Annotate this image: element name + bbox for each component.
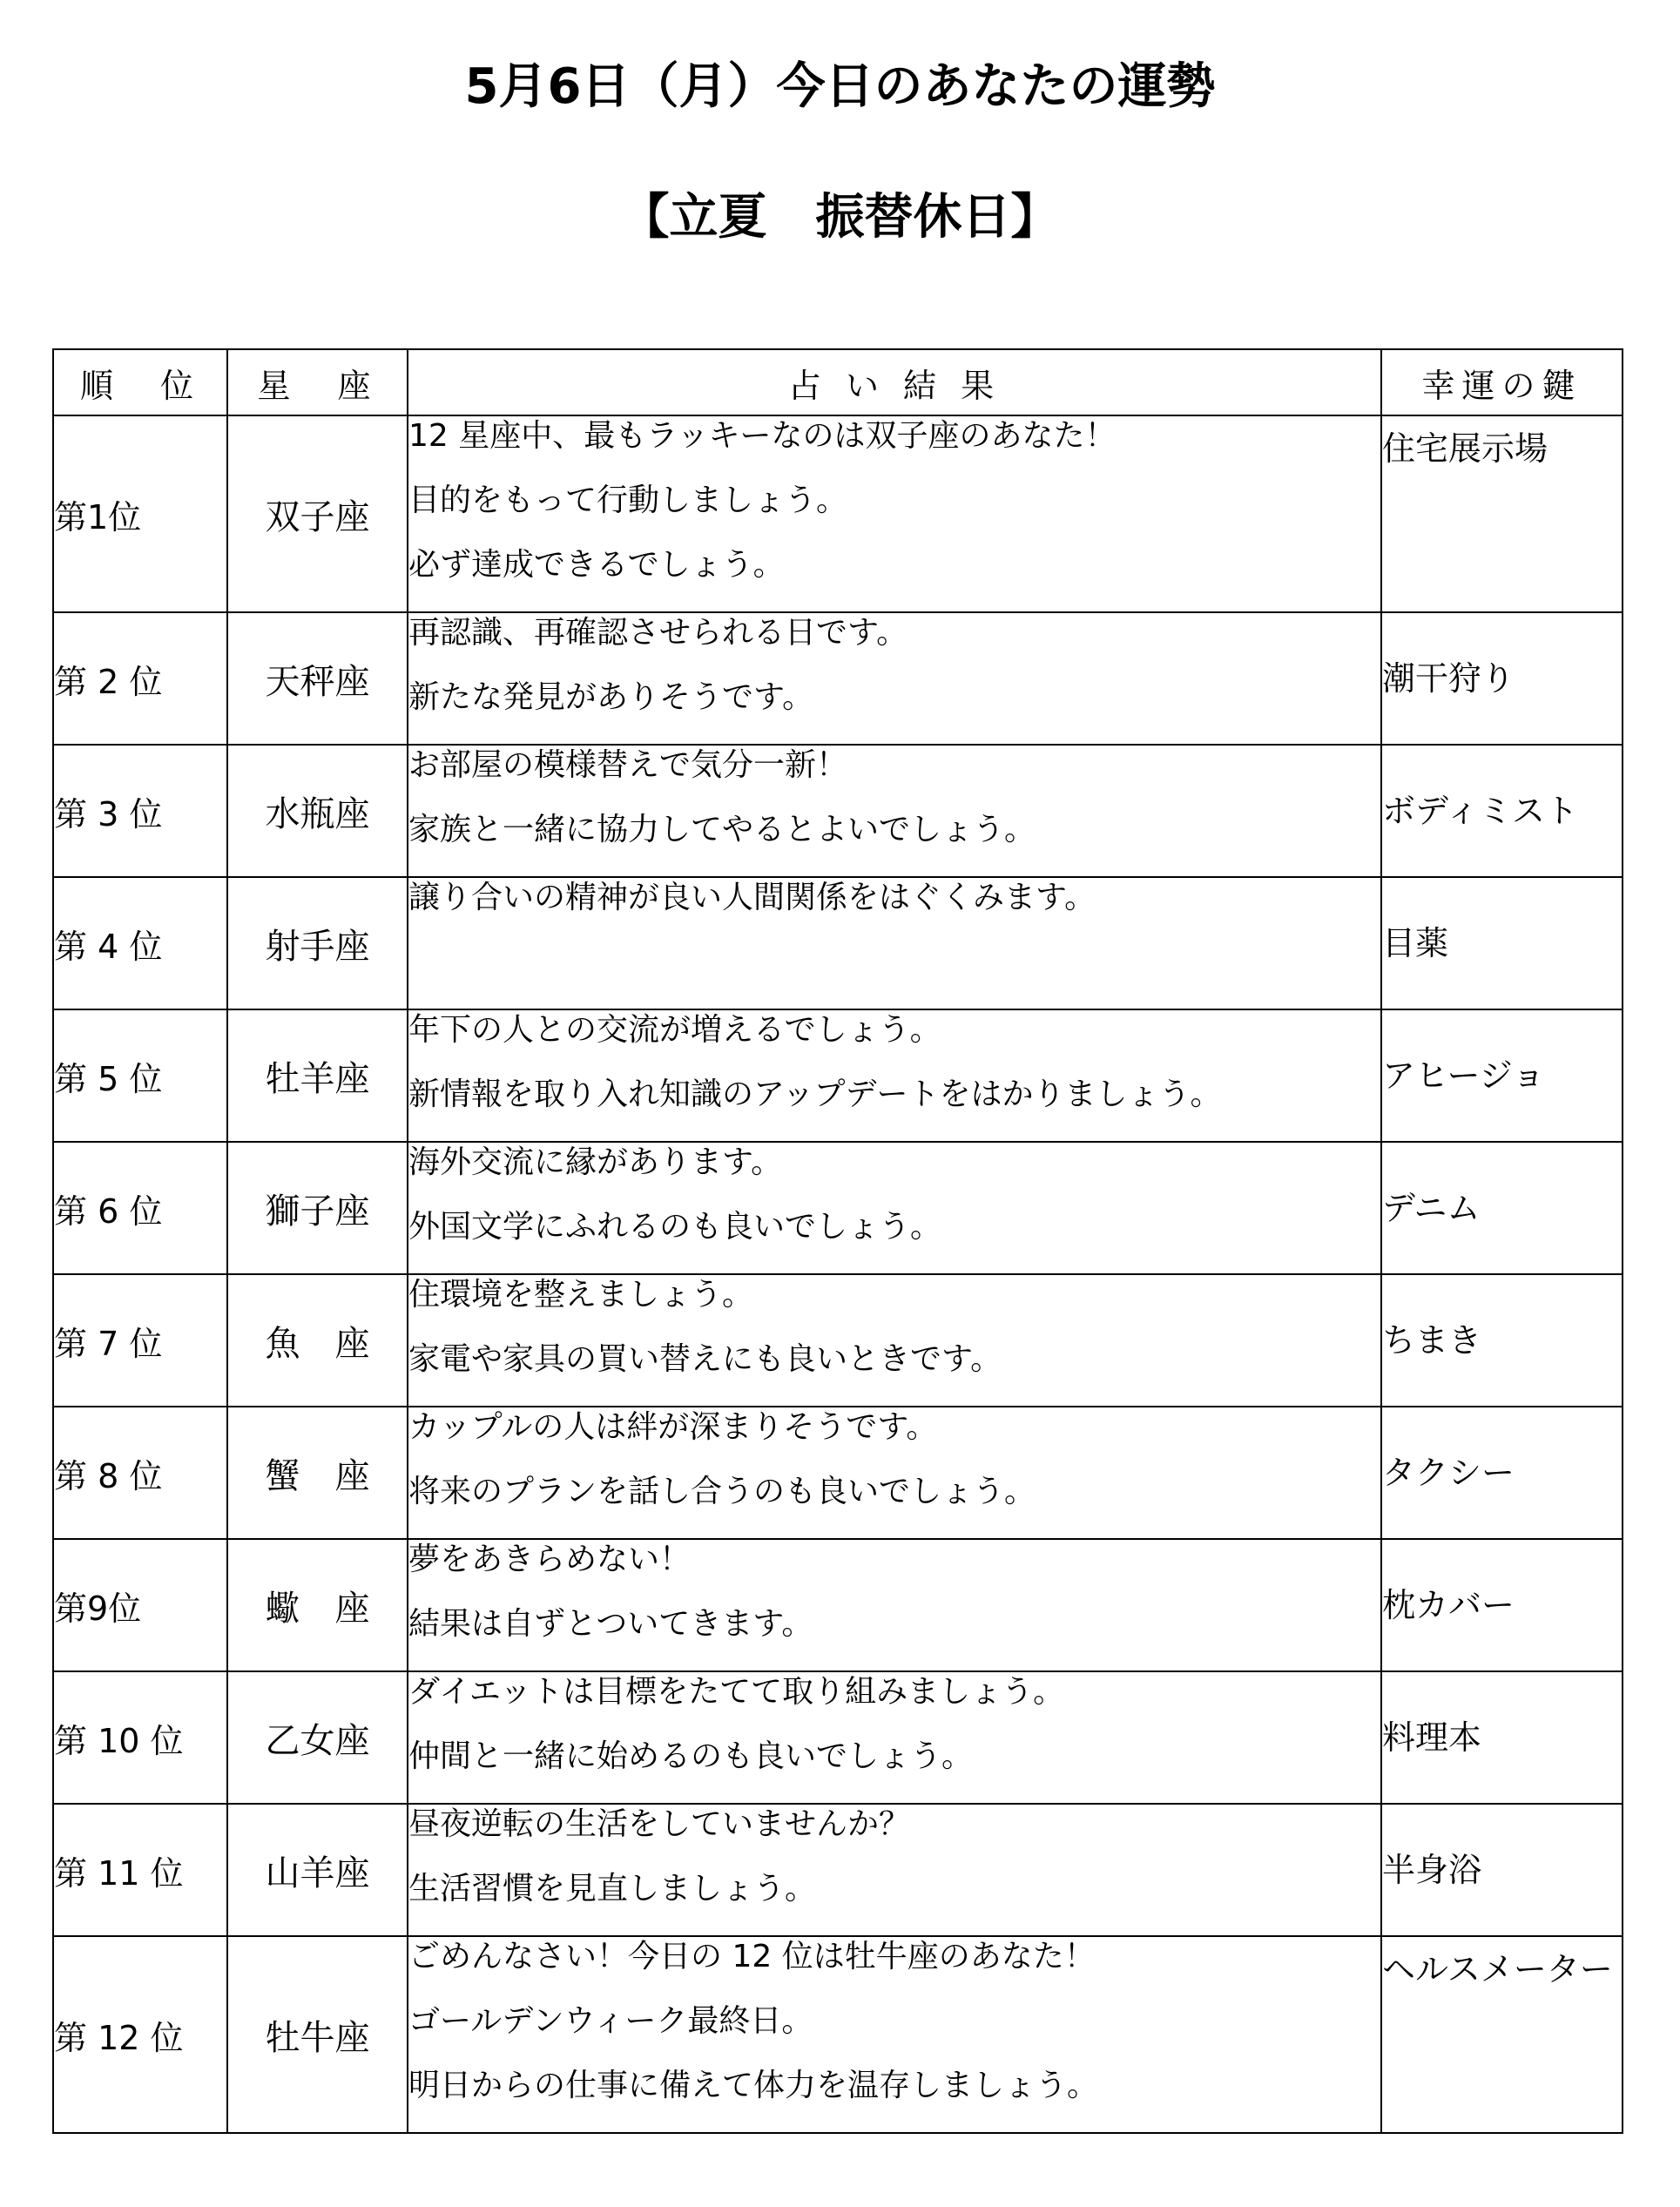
fortune-table <box>52 348 1623 2134</box>
result-line: 目的をもって行動しましょう。 <box>408 483 848 518</box>
lucky-key-cell: ちまき <box>1381 1274 1623 1407</box>
lucky-key-cell: ボディミスト <box>1381 745 1623 877</box>
table-row <box>53 877 1623 1009</box>
result-line: 明日からの仕事に備えて体力を温存しましょう。 <box>408 2068 1099 2103</box>
result-cell <box>408 745 1381 877</box>
result-line: 新情報を取り入れ知識のアップデートをはかりましょう。 <box>408 1077 1222 1112</box>
result-line: 外国文学にふれるのも良いでしょう。 <box>408 1209 942 1245</box>
result-line: 譲り合いの精神が良い人間関係をはぐくみます。 <box>408 880 1096 915</box>
result-line: 12 星座中、最もラッキーなのは双子座のあなた！ <box>408 418 1117 454</box>
sign-cell: 魚 座 <box>227 1274 408 1407</box>
header-rank: 順 位 <box>53 349 227 415</box>
result-cell <box>408 1274 1381 1407</box>
result-line: 将来のプランを話し合うのも良いでしょう。 <box>408 1474 1036 1509</box>
lucky-key-cell: 枕カバー <box>1381 1539 1623 1671</box>
rank-cell: 第 6 位 <box>53 1142 227 1274</box>
table-row <box>53 1142 1623 1274</box>
lucky-key-cell: デニム <box>1381 1142 1623 1274</box>
result-cell <box>408 612 1381 745</box>
rank-cell: 第 4 位 <box>53 877 227 1009</box>
result-line: ダイエットは目標をたてて取り組みましょう。 <box>408 1674 1065 1710</box>
rank-cell: 第 11 位 <box>53 1804 227 1936</box>
sign-cell: 獅子座 <box>227 1142 408 1274</box>
result-cell <box>408 1539 1381 1671</box>
result-line: ごめんなさい！今日の 12 位は牡牛座のあなた！ <box>408 1939 1096 1974</box>
sign-cell: 牡牛座 <box>227 1936 408 2133</box>
rank-cell: 第1位 <box>53 415 227 612</box>
page-title: 5月6日（月）今日のあなたの運勢 <box>464 58 1216 115</box>
sign-cell: 蟹 座 <box>227 1407 408 1539</box>
lucky-key-cell: 目薬 <box>1381 877 1623 1009</box>
lucky-key-cell: タクシー <box>1381 1407 1623 1539</box>
result-line: 再認識、再確認させられる日です。 <box>408 615 908 651</box>
table-row <box>53 612 1623 745</box>
result-cell <box>408 1804 1381 1936</box>
result-line: お部屋の模様替えで気分一新！ <box>408 747 848 783</box>
result-line: 新たな発見がありそうです。 <box>408 679 814 715</box>
table-row <box>53 1936 1623 2133</box>
lucky-key-cell: 潮干狩り <box>1381 612 1623 745</box>
result-cell <box>408 1936 1381 2133</box>
result-cell <box>408 1009 1381 1142</box>
sign-cell: 牡羊座 <box>227 1009 408 1142</box>
result-cell <box>408 1407 1381 1539</box>
table-row <box>53 1407 1623 1539</box>
rank-cell: 第 7 位 <box>53 1274 227 1407</box>
result-line: カップルの人は絆が深まりそうです。 <box>408 1409 938 1445</box>
result-cell <box>408 877 1381 1009</box>
lucky-key-cell: 料理本 <box>1381 1671 1623 1804</box>
table-row <box>53 415 1623 612</box>
result-line: 生活習慣を見直しましょう。 <box>408 1871 817 1907</box>
lucky-key-cell: アヒージョ <box>1381 1009 1623 1142</box>
header-lucky-key: 幸運の鍵 <box>1381 349 1623 415</box>
result-cell <box>408 1671 1381 1804</box>
table-row <box>53 1539 1623 1671</box>
sign-cell: 水瓶座 <box>227 745 408 877</box>
result-line: 結果は自ずとついてきます。 <box>408 1606 813 1642</box>
result-line: 必ず達成できるでしょう。 <box>408 547 785 583</box>
table-row <box>53 1274 1623 1407</box>
result-line: 家電や家具の買い替えにも良いときです。 <box>408 1341 1002 1377</box>
result-line: 昼夜逆転の生活をしていませんか？ <box>408 1806 911 1842</box>
table-row <box>53 745 1623 877</box>
rank-cell: 第9位 <box>53 1539 227 1671</box>
rank-cell: 第 3 位 <box>53 745 227 877</box>
sign-cell: 山羊座 <box>227 1804 408 1936</box>
header-result: 占 い 結 果 <box>408 349 1381 415</box>
lucky-key-cell: 半身浴 <box>1381 1804 1623 1936</box>
rank-cell: 第 10 位 <box>53 1671 227 1804</box>
result-line: 家族と一緒に協力してやるとよいでしょう。 <box>408 812 1036 847</box>
sign-cell: 双子座 <box>227 415 408 612</box>
result-line: 夢をあきらめない！ <box>408 1542 692 1577</box>
result-line: 住環境を整えましょう。 <box>408 1277 754 1313</box>
table-row <box>53 1009 1623 1142</box>
result-line: 仲間と一緒に始めるのも良いでしょう。 <box>408 1738 974 1774</box>
rank-cell: 第 8 位 <box>53 1407 227 1539</box>
rank-cell: 第 2 位 <box>53 612 227 745</box>
lucky-key-cell: ヘルスメーター <box>1381 1936 1623 2133</box>
table-row <box>53 1804 1623 1936</box>
rank-cell: 第 5 位 <box>53 1009 227 1142</box>
sign-cell: 乙女座 <box>227 1671 408 1804</box>
page-subtitle: 【立夏 振替休日】 <box>620 189 1060 246</box>
header-sign: 星 座 <box>227 349 408 415</box>
sign-cell: 蠍 座 <box>227 1539 408 1671</box>
sign-cell: 天秤座 <box>227 612 408 745</box>
table-header-row <box>53 349 1623 415</box>
result-line: 年下の人との交流が増えるでしょう。 <box>408 1012 941 1048</box>
result-cell <box>408 1142 1381 1274</box>
result-cell <box>408 415 1381 612</box>
sign-cell: 射手座 <box>227 877 408 1009</box>
result-line: ゴールデンウィーク最終日。 <box>408 2003 813 2039</box>
result-line: 海外交流に縁があります。 <box>408 1144 783 1180</box>
rank-cell: 第 12 位 <box>53 1936 227 2133</box>
lucky-key-cell: 住宅展示場 <box>1381 415 1623 612</box>
table-row <box>53 1671 1623 1804</box>
